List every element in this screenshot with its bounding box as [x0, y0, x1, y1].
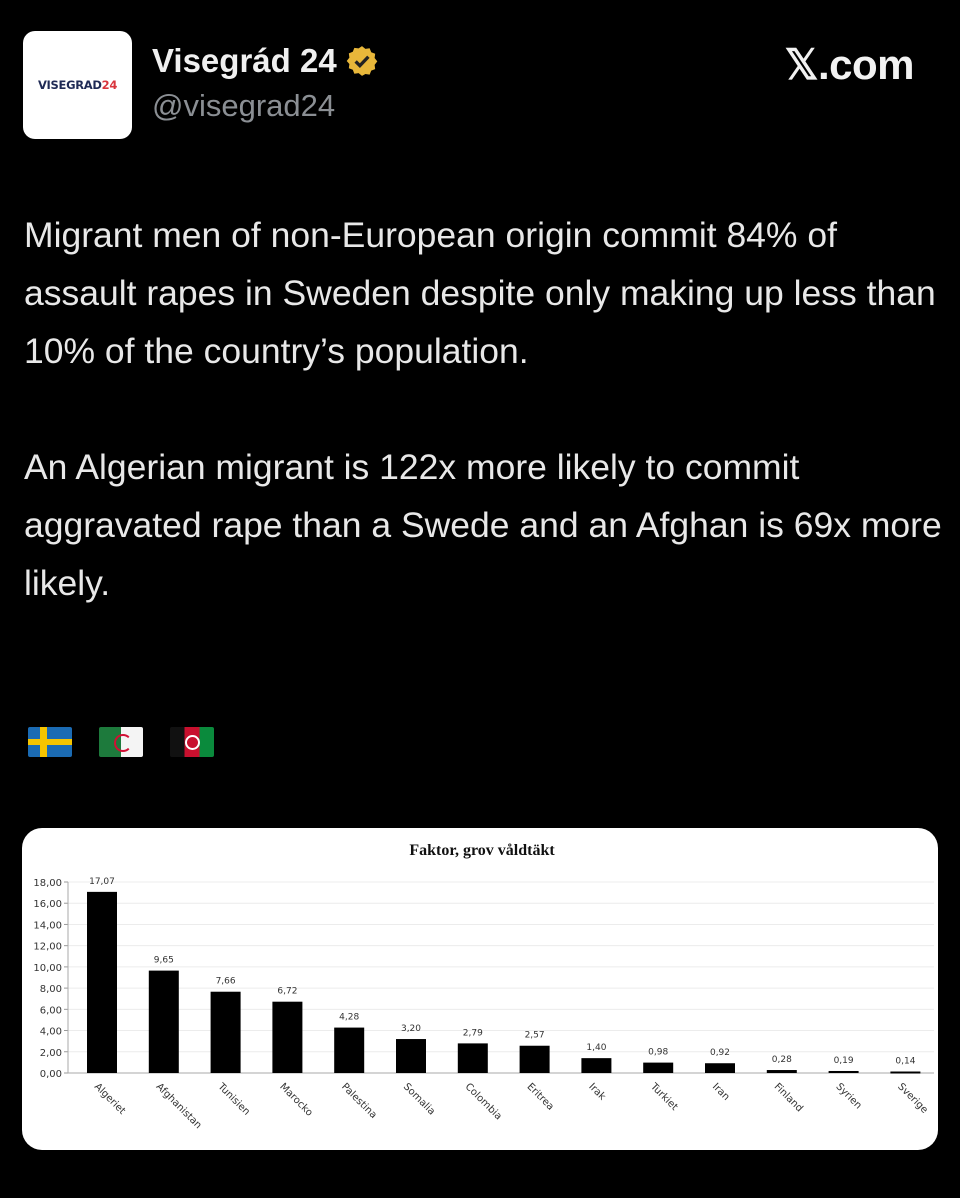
data-label: 7,66 [215, 976, 236, 987]
x-tick-label: Tunisien [215, 1081, 252, 1118]
x-tick-label: Palestina [339, 1081, 379, 1121]
verified-badge-icon [345, 44, 379, 78]
data-label: 2,79 [462, 1028, 483, 1039]
data-label: 0,92 [709, 1048, 731, 1059]
bar-iran [705, 1063, 735, 1073]
x-tick-label: Turkiet [648, 1081, 680, 1113]
data-label: 17,07 [89, 876, 115, 887]
y-tick-label: 10,00 [33, 962, 62, 974]
bar-sverige [890, 1072, 920, 1074]
x-tick-label: Iran [709, 1081, 732, 1103]
data-label: 9,65 [153, 955, 174, 966]
y-tick-label: 0,00 [39, 1069, 62, 1080]
y-tick-label: 12,00 [33, 941, 62, 953]
bar-colombia [458, 1043, 488, 1073]
post-paragraph: An Algerian migrant is 122x more likely to commit aggravated rape than a Swede and an Afghan is 69x more likely. [24, 447, 942, 603]
bar-eritrea [520, 1046, 550, 1073]
bar-irak [581, 1058, 611, 1073]
sweden-flag-icon [28, 727, 72, 757]
display-name-text: Visegrád 24 [152, 42, 337, 79]
x-tick-label: Finland [771, 1081, 805, 1115]
x-tick-label: Syrien [833, 1081, 864, 1112]
chart-image[interactable] [22, 828, 938, 1150]
bar-algeriet [87, 892, 117, 1073]
data-label: 4,28 [339, 1012, 360, 1023]
chart-title: Faktor, grov våldtäkt [409, 842, 555, 859]
post-paragraph: Migrant men of non-European origin commit 84% of assault rapes in Sweden despite only making up less than 10% of the country’s population. [24, 215, 936, 371]
data-label: 0,28 [771, 1055, 792, 1066]
bar-marocko [272, 1002, 302, 1073]
y-tick-label: 2,00 [39, 1047, 62, 1059]
x-tick-label: Irak [586, 1081, 608, 1103]
data-label: 3,20 [400, 1024, 422, 1035]
data-label: 0,14 [895, 1056, 916, 1067]
bar-somalia [396, 1039, 426, 1073]
algeria-flag-icon [99, 727, 143, 757]
display-name[interactable] [152, 42, 379, 80]
bar-turkiet [643, 1063, 673, 1073]
x-tick-label: Colombia [462, 1081, 504, 1123]
afghanistan-flag-icon [170, 727, 214, 757]
x-tick-label: Afghanistan [153, 1081, 204, 1132]
bar-syrien [829, 1071, 859, 1073]
data-label: 0,19 [833, 1055, 854, 1066]
data-label: 0,98 [648, 1047, 669, 1058]
y-tick-label: 4,00 [39, 1026, 62, 1038]
x-tick-label: Marocko [277, 1081, 315, 1119]
x-tick-label: Eritrea [524, 1081, 556, 1113]
avatar-logo: VISEGRAD24 [37, 78, 118, 92]
y-tick-label: 14,00 [33, 920, 62, 932]
y-tick-label: 16,00 [33, 899, 62, 911]
avatar[interactable] [23, 31, 132, 139]
y-tick-label: 18,00 [33, 878, 62, 889]
bar-finland [767, 1070, 797, 1073]
x-tick-label: Somalia [400, 1081, 437, 1118]
post-text [24, 206, 954, 612]
data-label: 6,72 [277, 986, 298, 997]
bar-chart [22, 828, 938, 1150]
bar-tunisien [211, 992, 241, 1073]
bar-afghanistan [149, 971, 179, 1073]
y-tick-label: 6,00 [39, 1005, 62, 1017]
handle[interactable]: @visegrad24 [152, 88, 336, 123]
x-tick-label: Sverige [895, 1081, 930, 1116]
bar-palestina [334, 1028, 364, 1073]
data-label: 2,57 [524, 1030, 545, 1041]
flag-emojis [28, 727, 214, 757]
x-tick-label: Algeriet [91, 1081, 128, 1117]
data-label: 1,40 [586, 1043, 607, 1054]
x-logo: 𝕏.com [784, 41, 914, 88]
y-tick-label: 8,00 [39, 984, 62, 996]
